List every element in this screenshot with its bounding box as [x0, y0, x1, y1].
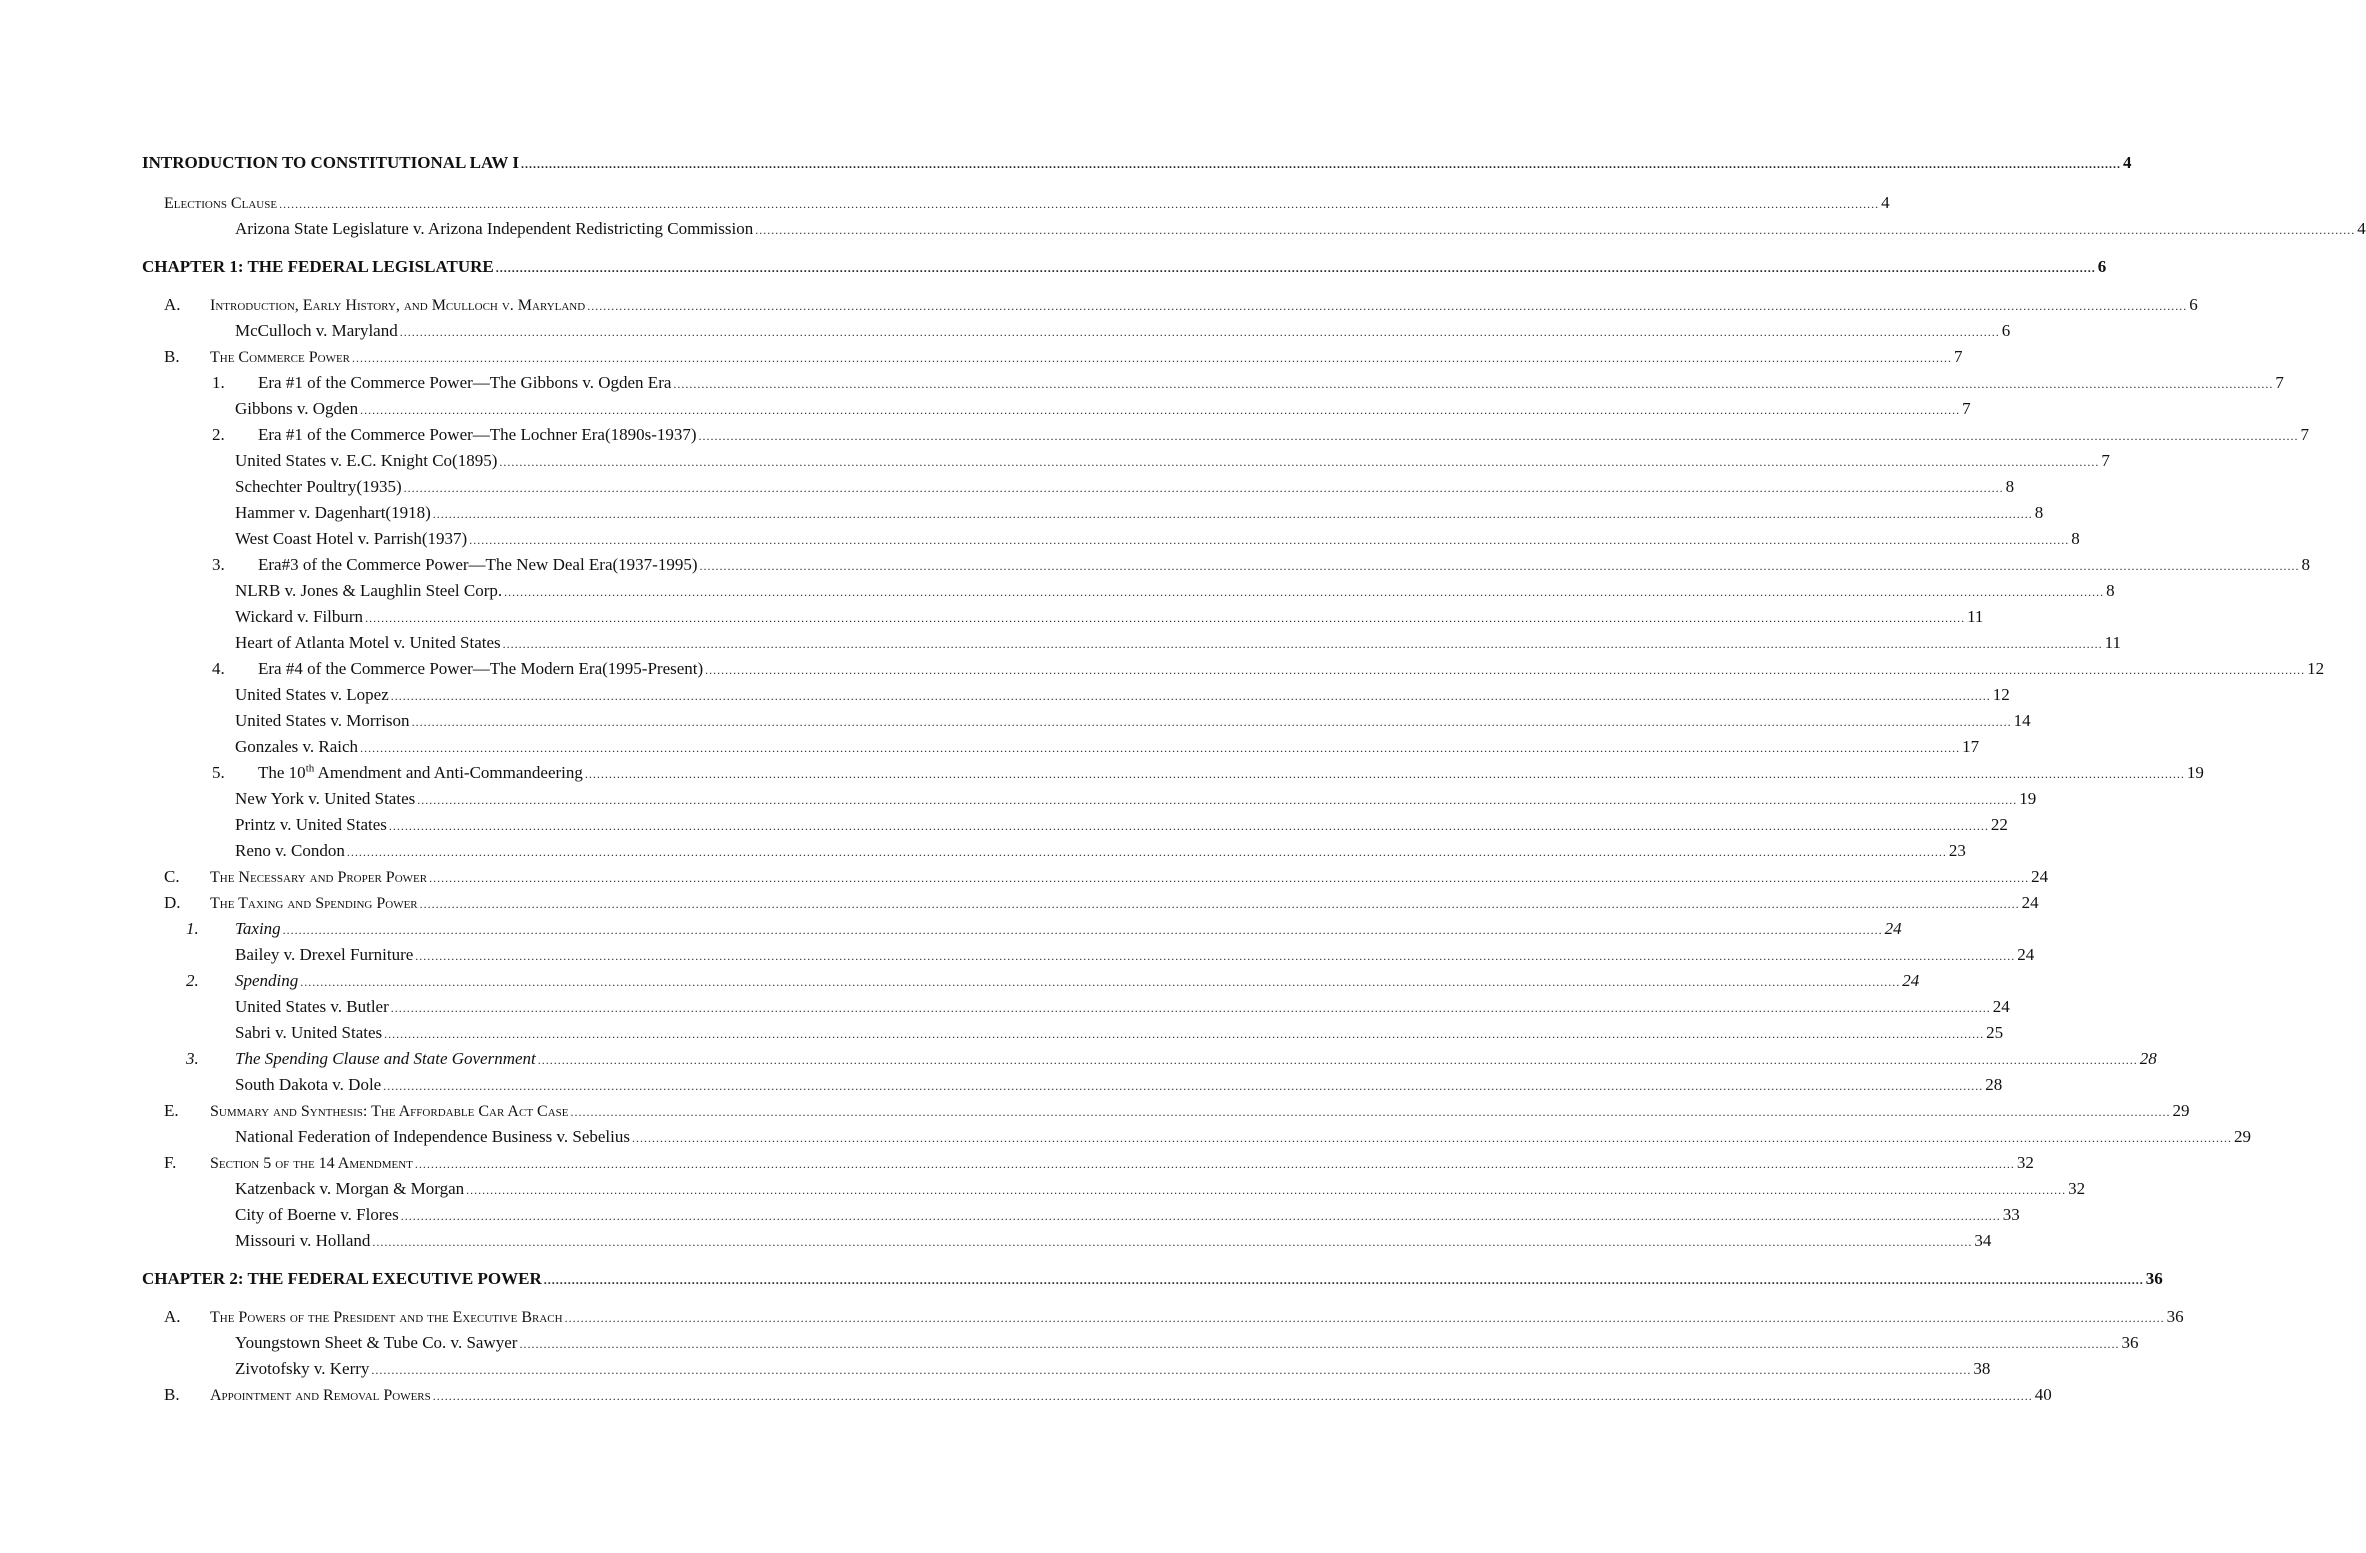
dot-leader: ................................................................................................................................................................................................................................................................................................................................................................................................................: [632, 1131, 2232, 1145]
dot-leader: ................................................................................................................................................................................................................................................................................................................................................................................................................: [352, 351, 1953, 365]
toc-entry-case[interactable]: [235, 320, 2011, 342]
toc-entry-case[interactable]: [235, 218, 2366, 240]
toc-entry-title: Heart of Atlanta Motel v. United States: [235, 633, 501, 652]
toc-entry-title: Wickard v. Filburn: [235, 607, 364, 626]
toc-entry-chapter[interactable]: [142, 256, 2107, 278]
toc-entry-title: Gonzales v. Raich: [235, 737, 359, 756]
toc-entry-title: Missouri v. Holland: [235, 1231, 371, 1250]
toc-entry-case[interactable]: [235, 814, 2008, 836]
toc-entry-page-number: 24: [1902, 971, 1920, 990]
toc-entry-title: United States v. Morrison: [235, 711, 410, 730]
dot-leader: ................................................................................................................................................................................................................................................................................................................................................................................................................: [383, 1079, 1984, 1093]
toc-entry-marker: F.: [164, 1153, 177, 1172]
toc-entry-page-number: 29: [2172, 1101, 2190, 1120]
toc-entry-section[interactable]: [164, 294, 2198, 316]
dot-leader: ................................................................................................................................................................................................................................................................................................................................................................................................................: [570, 1105, 2171, 1119]
toc-entry-section[interactable]: [164, 1306, 2184, 1328]
toc-entry-case[interactable]: [235, 1358, 1991, 1380]
toc-entry-title: Introduction, Early History, and Mculloch v. Maryland: [210, 297, 586, 314]
dot-leader: ................................................................................................................................................................................................................................................................................................................................................................................................................: [705, 663, 2306, 677]
toc-entry-case[interactable]: [235, 606, 1984, 628]
toc-entry-case[interactable]: [235, 502, 2044, 524]
toc-entry-marker: 2.: [212, 425, 225, 444]
toc-entry-page-number: 33: [2002, 1205, 2020, 1224]
toc-entry-title: City of Boerne v. Flores: [235, 1205, 399, 1224]
dot-leader: ................................................................................................................................................................................................................................................................................................................................................................................................................: [403, 481, 2004, 495]
toc-entry-title: The Taxing and Spending Power: [210, 895, 418, 912]
toc-entry-title: West Coast Hotel v. Parrish(1937): [235, 529, 468, 548]
toc-entry-section[interactable]: [164, 346, 1963, 368]
toc-entry-title: Spending: [235, 971, 299, 990]
toc-entry-page-number: 40: [2034, 1385, 2052, 1404]
toc-entry-title: United States v. Lopez: [235, 685, 389, 704]
dot-leader: ................................................................................................................................................................................................................................................................................................................................................................................................................: [673, 377, 2274, 391]
dot-leader: ................................................................................................................................................................................................................................................................................................................................................................................................................: [698, 429, 2299, 443]
toc-entry-case[interactable]: [235, 1126, 2251, 1148]
toc-entry-case[interactable]: [235, 398, 1971, 420]
toc-entry-title: McCulloch v. Maryland: [235, 321, 398, 340]
toc-entry-section[interactable]: [164, 1152, 2034, 1174]
toc-entry-title: Arizona State Legislature v. Arizona Independent Redistricting Commission: [235, 219, 754, 238]
toc-entry-marker: B.: [164, 347, 180, 366]
toc-entry-page-number: 4: [2122, 153, 2132, 172]
toc-entry-page-number: 4: [2357, 219, 2366, 238]
toc-entry-title: Reno v. Condon: [235, 841, 345, 860]
dot-leader: ................................................................................................................................................................................................................................................................................................................................................................................................................: [432, 507, 2033, 521]
dot-leader: ................................................................................................................................................................................................................................................................................................................................................................................................................: [388, 819, 1989, 833]
toc-entry-sub[interactable]: [212, 424, 2310, 446]
toc-entry-page-number: 6: [2097, 257, 2107, 276]
toc-entry-marker: 5.: [212, 763, 225, 782]
toc-entry-page-number: 11: [1967, 607, 1984, 626]
toc-entry-page-number: 8: [2071, 529, 2080, 548]
toc-entry-section[interactable]: [164, 866, 2049, 888]
dot-leader: ................................................................................................................................................................................................................................................................................................................................................................................................................: [417, 793, 2018, 807]
toc-entry-case[interactable]: [235, 1332, 2139, 1354]
dot-leader: ................................................................................................................................................................................................................................................................................................................................................................................................................: [384, 1027, 1985, 1041]
dot-leader: ................................................................................................................................................................................................................................................................................................................................................................................................................: [584, 767, 2185, 781]
toc-entry-marker: 4.: [212, 659, 225, 678]
toc-entry-page-number: 17: [1962, 737, 1980, 756]
toc-entry-section[interactable]: [164, 892, 2039, 914]
toc-entry-page-number: 28: [1985, 1075, 2003, 1094]
toc-entry-page-number: 36: [2166, 1307, 2184, 1326]
toc-entry-marker: A.: [164, 295, 181, 314]
toc-entry-marker: 2.: [186, 971, 199, 990]
toc-entry-title: United States v. E.C. Knight Co(1895): [235, 451, 498, 470]
toc-entry-title: CHAPTER 2: THE FEDERAL EXECUTIVE POWER: [142, 1269, 542, 1288]
toc-entry-page-number: 22: [1990, 815, 2008, 834]
dot-leader: ................................................................................................................................................................................................................................................................................................................................................................................................................: [399, 325, 2000, 339]
toc-entry-chapter[interactable]: [142, 152, 2132, 174]
toc-entry-case[interactable]: [235, 580, 2115, 602]
dot-leader: ................................................................................................................................................................................................................................................................................................................................................................................................................: [372, 1235, 1973, 1249]
dot-leader: ................................................................................................................................................................................................................................................................................................................................................................................................................: [466, 1183, 2067, 1197]
toc-entry-case[interactable]: [235, 1074, 2003, 1096]
toc-entry-page-number: 8: [2005, 477, 2015, 496]
toc-entry-title: Bailey v. Drexel Furniture: [235, 945, 414, 964]
toc-entry-title: Sabri v. United States: [235, 1023, 383, 1042]
toc-entry-case[interactable]: [235, 1178, 2086, 1200]
toc-entry-page-number: 7: [2101, 451, 2110, 470]
toc-entry-title: New York v. United States: [235, 789, 416, 808]
toc-entry-page-number: 6: [2189, 295, 2198, 314]
dot-leader: ................................................................................................................................................................................................................................................................................................................................................................................................................: [499, 455, 2100, 469]
toc-entry-page-number: 24: [1992, 997, 2010, 1016]
toc-entry-case[interactable]: [235, 684, 2010, 706]
toc-entry-page-number: 8: [2106, 581, 2115, 600]
toc-entry-page-number: 19: [2186, 763, 2204, 782]
dot-leader: ................................................................................................................................................................................................................................................................................................................................................................................................................: [360, 403, 1961, 417]
toc-entry-page-number: 12: [1992, 685, 2010, 704]
toc-entry-title: NLRB v. Jones & Laughlin Steel Corp.: [235, 581, 503, 600]
toc-entry-sub[interactable]: [212, 372, 2284, 394]
toc-entry-case[interactable]: [235, 710, 2031, 732]
toc-entry-case[interactable]: [235, 632, 2122, 654]
toc-entry-marker: 3.: [186, 1049, 199, 1068]
toc-entry-title: Youngstown Sheet & Tube Co. v. Sawyer: [235, 1333, 518, 1352]
dot-leader: ................................................................................................................................................................................................................................................................................................................................................................................................................: [419, 897, 2020, 911]
toc-entry-page-number: 28: [2139, 1049, 2157, 1068]
dot-leader: ................................................................................................................................................................................................................................................................................................................................................................................................................: [346, 845, 1947, 859]
toc-entry-marker: 3.: [212, 555, 225, 574]
toc-entry-page-number: 12: [2307, 659, 2325, 678]
dot-leader: ................................................................................................................................................................................................................................................................................................................................................................................................................: [414, 1157, 2015, 1171]
toc-entry-case[interactable]: [235, 788, 2037, 810]
toc-entry-title: Katzenback v. Morgan & Morgan: [235, 1179, 465, 1198]
toc-entry-marker: B.: [164, 1385, 180, 1404]
dot-leader: ................................................................................................................................................................................................................................................................................................................................................................................................................: [282, 923, 1883, 937]
dot-leader: ................................................................................................................................................................................................................................................................................................................................................................................................................: [432, 1389, 2033, 1403]
toc-entry-chapter[interactable]: [142, 1268, 2163, 1290]
toc-entry-page-number: 24: [2017, 945, 2035, 964]
toc-entry-page-number: 36: [2145, 1269, 2163, 1288]
toc-entry-page-number: 32: [2016, 1153, 2034, 1172]
dot-leader: ................................................................................................................................................................................................................................................................................................................................................................................................................: [755, 223, 2356, 237]
toc-entry-page-number: 14: [2013, 711, 2031, 730]
toc-entry-section[interactable]: [164, 1100, 2190, 1122]
toc-entry-title: Summary and Synthesis: The Affordable Car Act Case: [210, 1103, 569, 1120]
dot-leader: ................................................................................................................................................................................................................................................................................................................................................................................................................: [390, 689, 1991, 703]
toc-entry-title: The Powers of the President and the Executive Brach: [210, 1309, 563, 1326]
toc-entry-marker: 1.: [186, 919, 199, 938]
toc-entry-title: Section 5 of the 14 Amendment: [210, 1155, 413, 1172]
toc-entry-title: United States v. Butler: [235, 997, 389, 1016]
toc-entry-italic[interactable]: [186, 1048, 2157, 1070]
dot-leader: ................................................................................................................................................................................................................................................................................................................................................................................................................: [400, 1209, 2001, 1223]
toc-entry-marker: C.: [164, 867, 180, 886]
toc-entry-marker: D.: [164, 893, 181, 912]
dot-leader: ................................................................................................................................................................................................................................................................................................................................................................................................................: [537, 1053, 2138, 1067]
dot-leader: ................................................................................................................................................................................................................................................................................................................................................................................................................: [564, 1311, 2165, 1325]
toc-entry-title: INTRODUCTION TO CONSTITUTIONAL LAW I: [142, 153, 519, 172]
toc-entry-page-number: 25: [1986, 1023, 2004, 1042]
dot-leader: ................................................................................................................................................................................................................................................................................................................................................................................................................: [502, 637, 2103, 651]
toc-entry-italic[interactable]: [186, 970, 1920, 992]
toc-entry-sub[interactable]: [212, 554, 2310, 576]
dot-leader: ................................................................................................................................................................................................................................................................................................................................................................................................................: [519, 1337, 2120, 1351]
toc-entry-page-number: 7: [2275, 373, 2284, 392]
toc-entry-title: Appointment and Removal Powers: [210, 1387, 431, 1404]
toc-entry-case[interactable]: [235, 450, 2110, 472]
dot-leader: ................................................................................................................................................................................................................................................................................................................................................................................................................: [699, 559, 2300, 573]
dot-leader: ................................................................................................................................................................................................................................................................................................................................................................................................................: [279, 197, 1880, 211]
toc-entry-sub[interactable]: [212, 762, 2204, 784]
dot-leader: ................................................................................................................................................................................................................................................................................................................................................................................................................: [469, 533, 2070, 547]
toc-entry-marker: A.: [164, 1307, 181, 1326]
dot-leader: ................................................................................................................................................................................................................................................................................................................................................................................................................: [504, 585, 2105, 599]
toc-entry-page-number: 4: [1881, 193, 1890, 212]
toc-entry-title: CHAPTER 1: THE FEDERAL LEGISLATURE: [142, 257, 494, 276]
toc-entry-case[interactable]: [235, 1204, 2020, 1226]
toc-entry-page-number: 6: [2001, 321, 2011, 340]
toc-entry-page-number: 11: [2104, 633, 2122, 652]
toc-entry-case[interactable]: [235, 840, 1966, 862]
toc-entry-page-number: 36: [2121, 1333, 2139, 1352]
dot-leader: ................................................................................................................................................................................................................................................................................................................................................................................................................: [543, 1273, 2144, 1287]
toc-entry-case[interactable]: [235, 1022, 2004, 1044]
toc-entry-sub[interactable]: [212, 658, 2325, 680]
toc-entry-title: Schechter Poultry(1935): [235, 477, 402, 496]
toc-entry-case[interactable]: [235, 996, 2010, 1018]
dot-leader: ................................................................................................................................................................................................................................................................................................................................................................................................................: [587, 299, 2188, 313]
toc-entry-page-number: 32: [2068, 1179, 2086, 1198]
toc-entry-page-number: 23: [1948, 841, 1966, 860]
toc-entry-page-number: 29: [2234, 1127, 2251, 1146]
toc-entry-page-number: 24: [2021, 893, 2039, 912]
toc-entry-page-number: 8: [2034, 503, 2044, 522]
toc-entry-title: Era #1 of the Commerce Power—The Gibbons v. Ogden Era: [258, 373, 672, 392]
toc-entry-title: The 10th Amendment and Anti-Commandeering: [258, 762, 583, 782]
dot-leader: ................................................................................................................................................................................................................................................................................................................................................................................................................: [300, 975, 1901, 989]
dot-leader: ................................................................................................................................................................................................................................................................................................................................................................................................................: [411, 715, 2012, 729]
toc-entry-page-number: 19: [2019, 789, 2037, 808]
toc-entry-title: Elections Clause: [164, 195, 278, 212]
toc-entry-title: Taxing: [235, 919, 281, 938]
toc-entry-section[interactable]: [164, 192, 1890, 214]
dot-leader: ................................................................................................................................................................................................................................................................................................................................................................................................................: [365, 611, 1966, 625]
dot-leader: ................................................................................................................................................................................................................................................................................................................................................................................................................: [390, 1001, 1991, 1015]
toc-entry-title: Era #1 of the Commerce Power—The Lochner Era(1890s-1937): [258, 425, 697, 444]
dot-leader: ................................................................................................................................................................................................................................................................................................................................................................................................................: [429, 871, 2030, 885]
dot-leader: ................................................................................................................................................................................................................................................................................................................................................................................................................: [360, 741, 1961, 755]
toc-entry-title: The Necessary and Proper Power: [210, 869, 428, 886]
toc-entry-title: National Federation of Independence Business v. Sebelius: [235, 1127, 630, 1146]
toc-entry-page-number: 7: [1962, 399, 1971, 418]
toc-entry-title: The Commerce Power: [210, 349, 351, 366]
toc-entry-page-number: 8: [2301, 555, 2310, 574]
toc-entry-title: Hammer v. Dagenhart(1918): [235, 503, 431, 522]
toc-entry-marker: 1.: [212, 373, 225, 392]
toc-entry-marker: E.: [164, 1101, 179, 1120]
toc-entry-title: Era #4 of the Commerce Power—The Modern Era(1995-Present): [258, 659, 704, 678]
toc-entry-title: Zivotofsky v. Kerry: [235, 1359, 370, 1378]
toc-entry-title: Era#3 of the Commerce Power—The New Deal Era(1937-1995): [258, 555, 698, 574]
toc-entry-title: Gibbons v. Ogden: [235, 399, 359, 418]
dot-leader: ................................................................................................................................................................................................................................................................................................................................................................................................................: [371, 1363, 1972, 1377]
toc-entry-italic[interactable]: [186, 918, 1902, 940]
dot-leader: ................................................................................................................................................................................................................................................................................................................................................................................................................: [415, 949, 2016, 963]
toc-entry-case[interactable]: [235, 736, 1980, 758]
toc-entry-case[interactable]: [235, 944, 2035, 966]
dot-leader: ................................................................................................................................................................................................................................................................................................................................................................................................................: [520, 157, 2121, 171]
toc-entry-page-number: 38: [1973, 1359, 1991, 1378]
toc-entry-title: South Dakota v. Dole: [235, 1075, 382, 1094]
toc-entry-title: Printz v. United States: [235, 815, 387, 834]
toc-entry-page-number: 7: [1954, 347, 1963, 366]
toc-entry-section[interactable]: [164, 1384, 2052, 1406]
toc-entry-page-number: 24: [1884, 919, 1902, 938]
toc-entry-case[interactable]: [235, 476, 2015, 498]
toc-entry-title: The Spending Clause and State Government: [235, 1049, 536, 1068]
toc-entry-case[interactable]: [235, 1230, 1992, 1252]
toc-entry-page-number: 24: [2031, 867, 2049, 886]
dot-leader: ................................................................................................................................................................................................................................................................................................................................................................................................................: [495, 261, 2096, 275]
toc-entry-case[interactable]: [235, 528, 2080, 550]
toc-entry-page-number: 34: [1974, 1231, 1992, 1250]
toc-entry-page-number: 7: [2300, 425, 2310, 444]
